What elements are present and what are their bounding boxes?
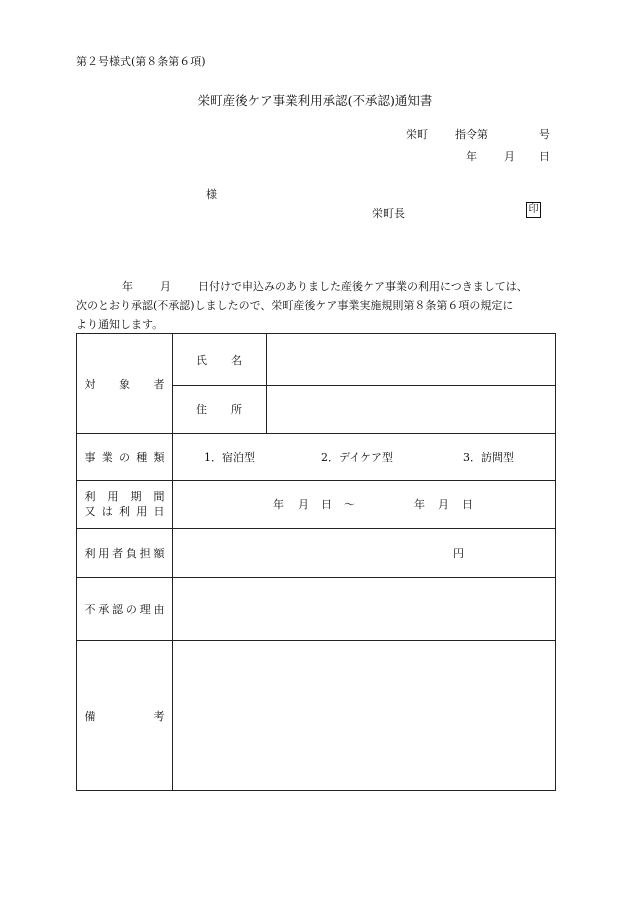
service-type-char: 事 [84,450,96,464]
subject-char: 象 [119,377,130,391]
recipient-honorific: 様 [206,188,217,201]
sender-title: 栄町長 [372,207,405,220]
subject-char: 者 [153,377,165,391]
body-line-1-text: 日付けで申込みのありました産後ケア事業の利用につきましては、 [198,280,528,293]
remarks-label [77,640,172,791]
address-char: 所 [231,403,242,416]
period-separator: ～ [344,498,355,511]
period-char: 用 [107,490,119,503]
period-char: 又 [84,505,96,518]
service-type-options [172,433,556,480]
notice-table [76,333,556,791]
issuer-designation: 指令第 [455,128,488,141]
name-char: 氏 [196,353,207,367]
period-label [77,480,172,528]
service-type-char: 種 [136,450,148,464]
period-char: は [101,505,113,518]
period-char: 期 [130,490,142,503]
period-char: 利 [119,505,130,518]
period-start-month: 月 [298,498,309,511]
option-overnight[interactable]: 1．宿泊型 [204,450,255,464]
address-field[interactable] [266,385,556,433]
service-type-char: の [119,450,130,464]
cost-char: 担 [139,546,151,560]
cost-char: 者 [112,546,124,560]
name-label [172,334,266,385]
period-char: 利 [84,490,96,503]
body-line-3: より通知します。 [76,318,164,331]
body-line-2: 次のとおり承認(不承認)しましたので、栄町産後ケア事業実施規則第８条第６項の規定に [76,299,514,312]
option-visit[interactable]: 3．訪問型 [463,450,514,464]
issuer-number-suffix: 号 [539,128,550,141]
service-type-char: 類 [153,450,165,464]
body-line-1 [76,277,556,296]
subject-char: 対 [84,377,96,391]
reason-char: 不 [84,602,96,616]
remarks-field[interactable] [172,640,556,791]
cost-field[interactable] [172,528,556,577]
cost-label [77,528,172,577]
cost-unit: 円 [453,546,464,560]
reason-label [77,577,172,640]
service-type-char: 業 [101,450,113,464]
option-daycare[interactable]: 2．デイケア型 [321,450,394,464]
period-char: 用 [136,505,148,518]
issue-year: 年 [466,150,477,163]
reason-char: 由 [153,602,165,616]
period-end-day: 日 [462,498,473,511]
body-month: 月 [160,280,171,293]
name-char: 名 [231,353,242,367]
reason-field[interactable] [172,577,556,640]
seal-mark: 印 [526,202,541,218]
cost-char: 利 [84,546,96,560]
reason-char: 承 [98,602,110,616]
period-end-month: 月 [438,498,449,511]
issue-month: 月 [504,150,515,163]
period-field[interactable] [172,480,556,528]
address-char: 住 [196,403,207,416]
period-start-year: 年 [273,498,284,511]
address-label [172,385,266,433]
period-char: 間 [153,490,165,503]
reason-char: 理 [139,602,151,616]
remarks-char: 考 [153,709,165,723]
cost-char: 負 [125,546,137,560]
document-title: 栄町産後ケア事業利用承認(不承認)通知書 [197,93,433,108]
notice-body [76,277,556,334]
name-field[interactable] [266,334,556,385]
reason-char: の [125,602,137,616]
issuer-town: 栄町 [406,128,428,141]
cost-char: 額 [153,546,165,560]
subject-label [77,334,172,433]
issue-day: 日 [539,150,550,163]
period-end-year: 年 [414,498,425,511]
body-year: 年 [122,280,133,293]
form-number: 第２号様式(第８条第６項) [76,55,206,68]
cost-char: 用 [98,546,110,560]
service-type-label [77,433,172,480]
reason-char: 認 [112,602,124,616]
period-char: 日 [153,505,165,518]
remarks-char: 備 [84,709,96,723]
period-start-day: 日 [321,498,332,511]
